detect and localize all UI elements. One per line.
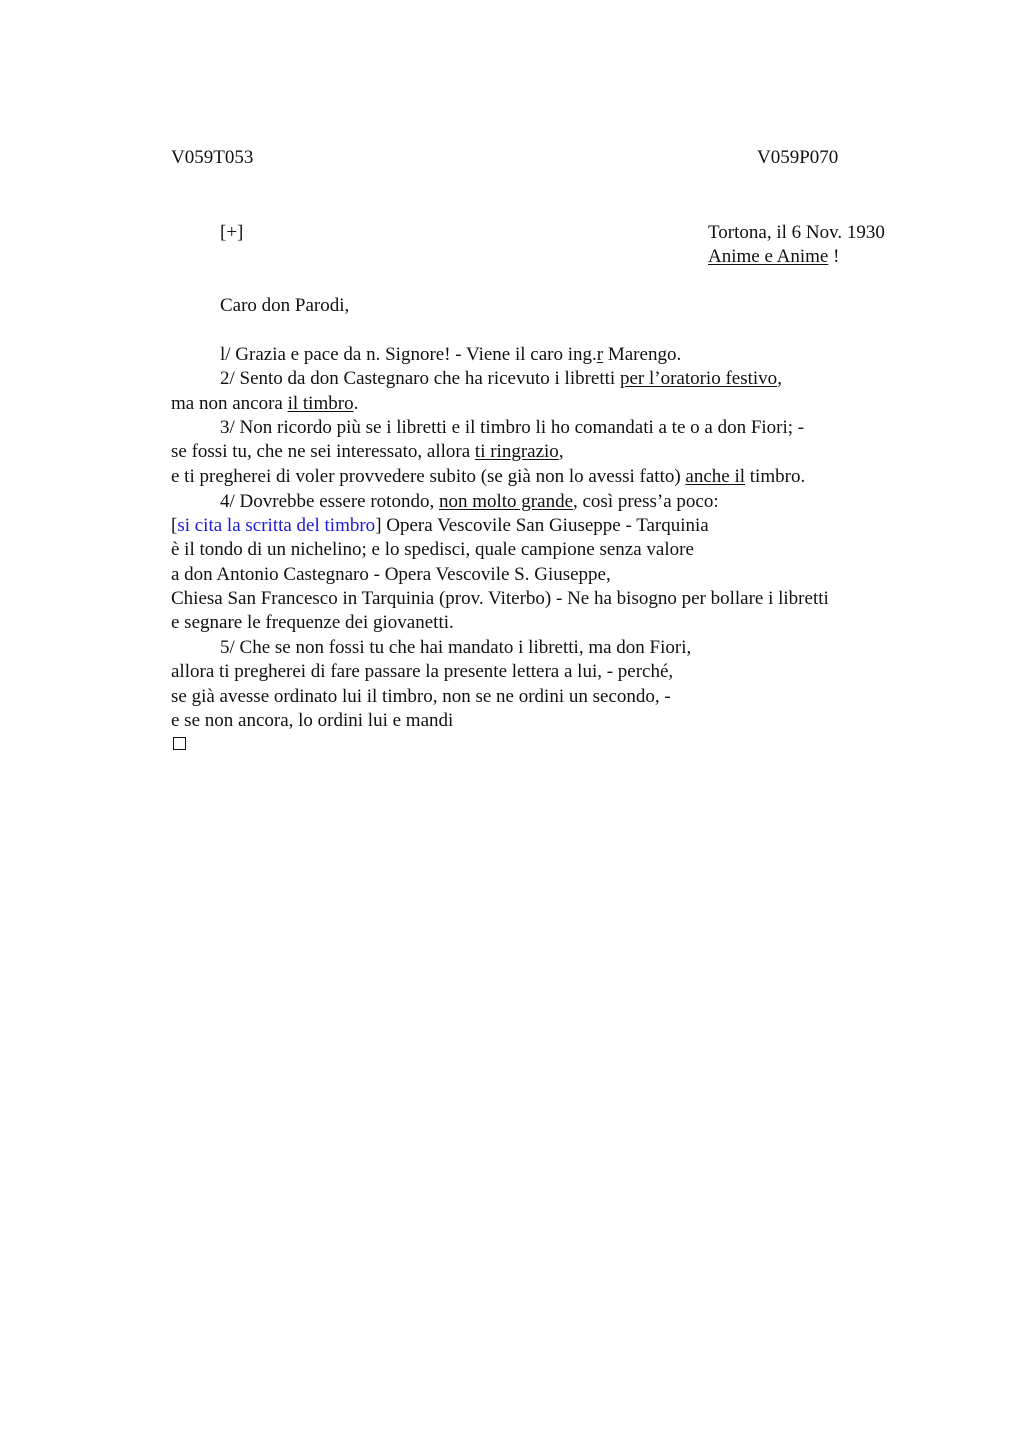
text-run: , così press’a poco: bbox=[573, 491, 719, 512]
paragraph-2-line-2 bbox=[171, 392, 358, 416]
text-run-underlined: anche il bbox=[685, 466, 746, 487]
paragraph-5-line-3: se già avesse ordinato lui il timbro, non se ne ordini un secondo, - bbox=[171, 686, 671, 707]
paragraph-4-line-2 bbox=[171, 514, 709, 538]
paragraph-3-line-1: 3/ Non ricordo più se i libretti e il timbro li ho comandati a te o a don Fiori; - bbox=[220, 417, 805, 438]
end-box-icon bbox=[173, 737, 186, 750]
text-run: se fossi tu, che ne sei interessato, allora bbox=[171, 441, 475, 462]
text-run-underlined: il timbro bbox=[287, 393, 354, 414]
motto bbox=[708, 245, 839, 269]
text-run: e ti pregherei di voler provvedere subito (se già non lo avessi fatto) bbox=[171, 466, 686, 487]
text-run: timbro. bbox=[745, 466, 806, 487]
paragraph-2-line-1 bbox=[220, 367, 782, 391]
text-run: [ bbox=[171, 515, 178, 536]
text-run-underlined: r bbox=[596, 344, 604, 365]
text-run: , bbox=[558, 441, 564, 462]
paragraph-4-line-6: e segnare le frequenze dei giovanetti. bbox=[171, 612, 454, 633]
paragraph-5-line-4: e se non ancora, lo ordini lui e mandi bbox=[171, 710, 454, 731]
salutation: Caro don Parodi, bbox=[220, 295, 350, 316]
paragraph-4-line-3: è il tondo di un nichelino; e lo spedisci, quale campione senza valore bbox=[171, 539, 694, 560]
document-code-right: V059P070 bbox=[757, 147, 839, 168]
paragraph-4-line-4: a don Antonio Castegnaro - Opera Vescovile S. Giuseppe, bbox=[171, 564, 611, 585]
letter-date: Tortona, il 6 Nov. 1930 bbox=[708, 222, 885, 243]
text-run: , bbox=[777, 368, 782, 389]
text-run: . bbox=[353, 393, 359, 414]
text-run: 2/ Sento da don Castegnaro che ha ricevuto i libretti bbox=[220, 368, 620, 389]
text-run: ma non ancora bbox=[171, 393, 288, 414]
document-code-left: V059T053 bbox=[171, 147, 254, 168]
editorial-note: si cita la scritta del timbro bbox=[177, 515, 376, 536]
text-run: 4/ Dovrebbe essere rotondo, bbox=[220, 491, 439, 512]
paragraph-5-line-2: allora ti pregherei di fare passare la presente lettera a lui, - perché, bbox=[171, 661, 674, 682]
text-run: Marengo. bbox=[603, 344, 682, 365]
text-run-underlined: ti ringrazio bbox=[474, 441, 559, 462]
text-run: ] Opera Vescovile San Giuseppe - Tarquinia bbox=[375, 515, 709, 536]
motto-text: Anime e Anime bbox=[708, 246, 829, 267]
paragraph-4-line-1 bbox=[220, 490, 719, 514]
paragraph-3-line-2 bbox=[171, 440, 564, 464]
paragraph-1-line-1 bbox=[220, 343, 681, 367]
paragraph-4-line-5: Chiesa San Francesco in Tarquinia (prov. Viterbo) - Ne ha bisogno per bollare i libretti bbox=[171, 588, 829, 609]
motto-suffix: ! bbox=[828, 246, 840, 267]
text-run-underlined: non molto grande bbox=[438, 491, 573, 512]
paragraph-5-line-1: 5/ Che se non fossi tu che hai mandato i libretti, ma don Fiori, bbox=[220, 637, 692, 658]
text-run: l/ Grazia e pace da n. Signore! - Viene il caro ing. bbox=[220, 344, 597, 365]
cross-mark: [+] bbox=[220, 222, 244, 243]
paragraph-3-line-3 bbox=[171, 465, 805, 489]
text-run-underlined: per l’oratorio festivo bbox=[619, 368, 778, 389]
